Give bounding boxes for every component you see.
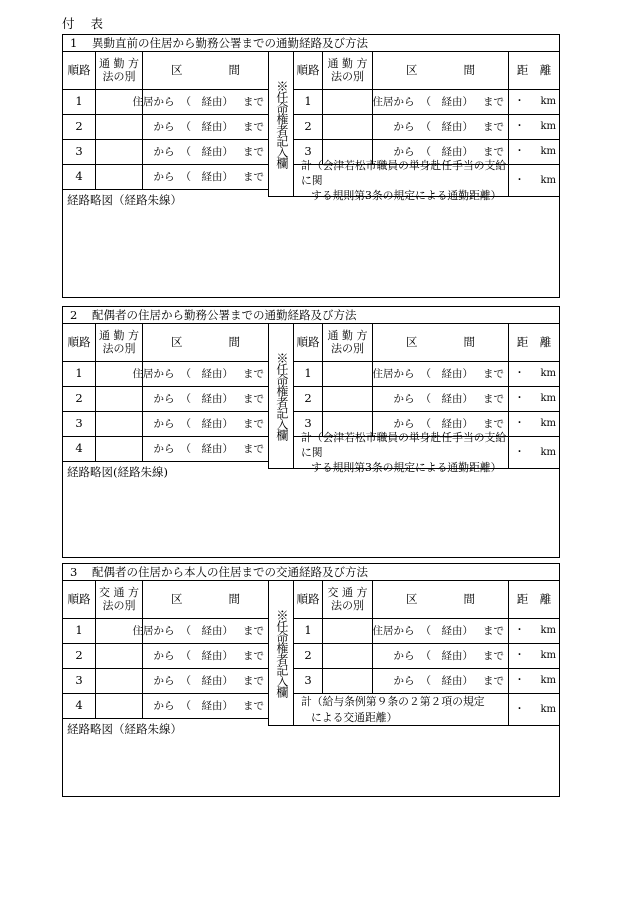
right-row-distance[interactable] xyxy=(508,89,559,114)
total-distance-label xyxy=(293,158,508,203)
route-to: まで xyxy=(483,145,504,158)
route-to: まで xyxy=(243,170,264,183)
route-to: まで xyxy=(483,417,504,430)
route-from: から xyxy=(153,442,175,455)
right-row-route[interactable] xyxy=(372,668,508,693)
header-order-right xyxy=(293,581,322,618)
marker-column-text: ※任命権者記入欄 xyxy=(274,609,289,697)
marker-column xyxy=(268,52,293,197)
right-row-distance[interactable] xyxy=(508,114,559,139)
left-row-order xyxy=(63,89,95,114)
distance-dot: ・ xyxy=(514,650,525,662)
left-row-order xyxy=(63,693,95,718)
left-row-order xyxy=(63,164,95,189)
route-via: （ 経由） xyxy=(180,120,233,133)
route-via: （ 経由） xyxy=(180,145,233,158)
header-distance-label: 距 離 xyxy=(516,334,552,349)
header-section-right-label: 区 間 xyxy=(406,62,475,77)
header-distance xyxy=(508,581,559,618)
right-row-distance[interactable] xyxy=(508,668,559,693)
section-1 xyxy=(62,34,560,298)
right-row-route[interactable] xyxy=(372,361,508,386)
route-from: から xyxy=(393,392,415,405)
route-from: から xyxy=(153,145,175,158)
header-method-line1: 交 通 方 xyxy=(99,585,139,599)
total-text xyxy=(301,430,508,475)
section-heading-text: 配偶者の住居から本人の住居までの交通経路及び方法 xyxy=(92,565,368,579)
route-to: まで xyxy=(243,367,264,380)
route-via: （ 経由） xyxy=(420,624,473,637)
header-order-right-label: 順路 xyxy=(296,591,320,606)
route-from: 住居から xyxy=(372,367,415,380)
total-text xyxy=(301,158,508,203)
total-text-line1: 計（給与条例第９条の２第２項の規定 xyxy=(301,695,485,709)
right-row-route[interactable] xyxy=(372,618,508,643)
right-row-method[interactable] xyxy=(322,618,372,643)
distance-unit: km xyxy=(540,96,556,108)
left-row-number: 4 xyxy=(75,169,83,184)
distance-unit: km xyxy=(540,146,556,158)
right-row-method[interactable] xyxy=(322,386,372,411)
route-from: から xyxy=(393,145,415,158)
route-map-area[interactable] xyxy=(63,209,559,297)
route-from: から xyxy=(393,120,415,133)
distance-unit: km xyxy=(540,418,556,430)
total-distance-label xyxy=(293,430,508,475)
route-from: 住居から xyxy=(372,624,415,637)
section-heading xyxy=(63,564,559,581)
route-via: （ 経由） xyxy=(180,674,233,687)
right-row-number: 1 xyxy=(304,94,312,109)
right-row-order xyxy=(293,618,322,643)
right-row-route[interactable] xyxy=(372,89,508,114)
route-to: まで xyxy=(243,624,264,637)
header-method-label xyxy=(99,587,139,612)
header-order xyxy=(63,324,95,361)
distance-unit: km xyxy=(540,703,556,715)
header-order-label: 順路 xyxy=(67,591,91,606)
left-table-bottom-line xyxy=(63,718,268,719)
header-section-right xyxy=(372,581,508,618)
route-via: （ 経由） xyxy=(420,145,473,158)
distance-unit: km xyxy=(540,446,556,458)
route-from: から xyxy=(153,699,175,712)
right-row-route[interactable] xyxy=(372,114,508,139)
header-order-label: 順路 xyxy=(67,62,91,77)
header-order-right xyxy=(293,52,322,89)
left-row-method[interactable] xyxy=(95,411,142,436)
left-row-route[interactable] xyxy=(142,386,268,411)
left-row-number: 1 xyxy=(75,366,83,381)
right-row-number: 2 xyxy=(304,648,312,663)
route-to: まで xyxy=(243,417,264,430)
header-method xyxy=(95,581,142,618)
left-row-number: 3 xyxy=(75,673,83,688)
route-from: から xyxy=(153,392,175,405)
left-row-method[interactable] xyxy=(95,668,142,693)
route-from: 住居から xyxy=(132,624,175,637)
header-order-right-label: 順路 xyxy=(296,62,320,77)
right-row-number: 2 xyxy=(304,119,312,134)
total-text-line2: する規則第3条の規定による通勤距離） xyxy=(311,461,502,475)
route-from: から xyxy=(393,649,415,662)
left-row-number: 4 xyxy=(75,441,83,456)
route-to: まで xyxy=(483,649,504,662)
distance-dot: ・ xyxy=(514,703,525,715)
left-row-number: 2 xyxy=(75,391,83,406)
left-row-route[interactable] xyxy=(142,164,268,189)
route-from: から xyxy=(153,170,175,183)
section-heading-text: 配偶者の住居から勤務公署までの通勤経路及び方法 xyxy=(92,308,357,322)
left-row-number: 4 xyxy=(75,698,83,713)
route-to: まで xyxy=(243,95,264,108)
left-row-number: 2 xyxy=(75,648,83,663)
distance-dot: ・ xyxy=(514,393,525,405)
header-method-right-line1: 通 勤 方 xyxy=(327,328,368,342)
distance-dot: ・ xyxy=(514,418,525,430)
route-via: （ 経由） xyxy=(180,170,233,183)
right-row-method[interactable] xyxy=(322,89,372,114)
right-row-distance[interactable] xyxy=(508,361,559,386)
route-map-area[interactable] xyxy=(63,481,559,557)
left-row-method[interactable] xyxy=(95,139,142,164)
total-text-line1: 計（会津若松市職員の単身赴任手当の支給に関 xyxy=(301,158,507,187)
route-from: 住居から xyxy=(132,367,175,380)
total-distance-value[interactable] xyxy=(508,164,559,197)
left-row-route[interactable] xyxy=(132,618,268,643)
header-distance xyxy=(508,52,559,89)
header-section-right xyxy=(372,52,508,89)
route-from: から xyxy=(153,649,175,662)
distance-dot: ・ xyxy=(514,146,525,158)
distance-unit: km xyxy=(540,121,556,133)
header-order-right xyxy=(293,324,322,361)
left-row-route[interactable] xyxy=(142,436,268,461)
distance-dot: ・ xyxy=(514,96,525,108)
route-map-area[interactable] xyxy=(63,738,559,796)
total-text-line1: 計（会津若松市職員の単身赴任手当の支給に関 xyxy=(301,430,507,459)
right-row-route[interactable] xyxy=(372,386,508,411)
route-via: （ 経由） xyxy=(180,392,233,405)
marker-column xyxy=(268,324,293,469)
section-number: 1 xyxy=(70,36,78,50)
header-method-line1: 通 勤 方 xyxy=(99,56,139,70)
total-text-line2: による交通距離） xyxy=(311,710,398,724)
distance-unit: km xyxy=(540,393,556,405)
distance-unit: km xyxy=(540,368,556,380)
right-row-order xyxy=(293,361,322,386)
route-from: から xyxy=(393,417,415,430)
right-row-distance[interactable] xyxy=(508,386,559,411)
left-table-bottom-line xyxy=(63,189,268,190)
left-row-number: 3 xyxy=(75,144,83,159)
left-row-route[interactable] xyxy=(132,89,268,114)
left-row-order xyxy=(63,361,95,386)
route-via: （ 経由） xyxy=(420,649,473,662)
header-method-line1: 通 勤 方 xyxy=(99,328,139,342)
route-via: （ 経由） xyxy=(180,442,233,455)
left-row-order xyxy=(63,114,95,139)
left-row-route[interactable] xyxy=(142,411,268,436)
distance-dot: ・ xyxy=(514,625,525,637)
header-method-right xyxy=(322,324,372,361)
section-heading xyxy=(63,35,559,52)
route-from: から xyxy=(393,674,415,687)
right-row-order xyxy=(293,668,322,693)
left-row-method[interactable] xyxy=(95,386,142,411)
left-row-route[interactable] xyxy=(142,643,268,668)
route-map-label: 経路略図（経路朱線） xyxy=(67,722,182,736)
right-row-number: 3 xyxy=(304,673,312,688)
header-method-right xyxy=(322,52,372,89)
header-section-right-label: 区 間 xyxy=(406,591,475,606)
route-to: まで xyxy=(243,442,264,455)
route-map-label: 経路略図(経路朱線) xyxy=(67,465,168,479)
left-row-route[interactable] xyxy=(142,114,268,139)
section-number: 2 xyxy=(70,308,78,322)
route-from: から xyxy=(153,674,175,687)
route-via: （ 経由） xyxy=(420,367,473,380)
header-method-right-label xyxy=(328,58,368,83)
marker-column xyxy=(268,581,293,726)
right-row-number: 1 xyxy=(304,623,312,638)
header-section xyxy=(142,324,268,361)
header-method-right-label xyxy=(328,330,368,355)
left-row-route[interactable] xyxy=(142,668,268,693)
section-heading xyxy=(63,307,559,324)
distance-unit: km xyxy=(540,174,556,186)
right-row-number: 2 xyxy=(304,391,312,406)
left-row-number: 3 xyxy=(75,416,83,431)
route-via: （ 経由） xyxy=(180,367,233,380)
distance-dot: ・ xyxy=(514,446,525,458)
section-number: 3 xyxy=(70,565,78,579)
right-row-route[interactable] xyxy=(372,643,508,668)
header-method-label xyxy=(99,330,139,355)
header-method-right-line1: 通 勤 方 xyxy=(327,56,368,70)
distance-unit: km xyxy=(540,675,556,687)
total-distance-value[interactable] xyxy=(508,436,559,469)
distance-dot: ・ xyxy=(514,368,525,380)
left-row-method[interactable] xyxy=(95,436,142,461)
header-section-label: 区 間 xyxy=(171,334,240,349)
right-row-number: 3 xyxy=(304,144,312,159)
total-distance-label xyxy=(293,693,508,726)
marker-column-text: ※任命権者記入欄 xyxy=(274,352,289,440)
route-to: まで xyxy=(243,120,264,133)
right-row-method[interactable] xyxy=(322,668,372,693)
route-from: 住居から xyxy=(132,95,175,108)
left-row-number: 2 xyxy=(75,119,83,134)
header-method-right-line2: 法の別 xyxy=(331,598,364,612)
section-2 xyxy=(62,306,560,558)
route-to: まで xyxy=(483,367,504,380)
route-via: （ 経由） xyxy=(420,95,473,108)
route-via: （ 経由） xyxy=(420,392,473,405)
header-section-right-label: 区 間 xyxy=(406,334,475,349)
header-method xyxy=(95,324,142,361)
right-row-order xyxy=(293,114,322,139)
header-method-right-line2: 法の別 xyxy=(331,69,364,83)
right-row-order xyxy=(293,643,322,668)
distance-dot: ・ xyxy=(514,675,525,687)
distance-unit: km xyxy=(540,650,556,662)
route-to: まで xyxy=(483,120,504,133)
header-method-right xyxy=(322,581,372,618)
route-via: （ 経由） xyxy=(180,624,233,637)
route-to: まで xyxy=(243,649,264,662)
header-distance-label: 距 離 xyxy=(516,62,552,77)
header-method-right-line1: 交 通 方 xyxy=(327,585,368,599)
header-section-label: 区 間 xyxy=(171,62,240,77)
route-to: まで xyxy=(243,699,264,712)
route-via: （ 経由） xyxy=(180,417,233,430)
header-order-label: 順路 xyxy=(67,334,91,349)
header-section xyxy=(142,52,268,89)
route-via: （ 経由） xyxy=(420,417,473,430)
route-via: （ 経由） xyxy=(180,699,233,712)
left-row-order xyxy=(63,668,95,693)
route-to: まで xyxy=(483,95,504,108)
right-row-method[interactable] xyxy=(322,114,372,139)
marker-column-text: ※任命権者記入欄 xyxy=(274,80,289,168)
left-row-method[interactable] xyxy=(95,693,142,718)
left-row-number: 1 xyxy=(75,94,83,109)
right-row-method[interactable] xyxy=(322,361,372,386)
header-method-right-label xyxy=(328,587,368,612)
route-via: （ 経由） xyxy=(420,120,473,133)
route-to: まで xyxy=(243,392,264,405)
header-method xyxy=(95,52,142,89)
left-row-order xyxy=(63,386,95,411)
route-from: から xyxy=(153,417,175,430)
route-via: （ 経由） xyxy=(180,649,233,662)
left-row-order xyxy=(63,618,95,643)
left-row-number: 1 xyxy=(75,623,83,638)
route-to: まで xyxy=(243,145,264,158)
left-row-method[interactable] xyxy=(95,164,142,189)
left-row-route[interactable] xyxy=(142,693,268,718)
route-from: 住居から xyxy=(372,95,415,108)
header-method-right-line2: 法の別 xyxy=(331,341,364,355)
left-row-order xyxy=(63,139,95,164)
right-row-number: 3 xyxy=(304,416,312,431)
total-text xyxy=(301,694,485,724)
right-row-distance[interactable] xyxy=(508,411,559,436)
left-row-order xyxy=(63,411,95,436)
total-text-line2: する規則第3条の規定による通勤距離） xyxy=(311,189,502,203)
section-heading-text: 異動直前の住居から勤務公署までの通勤経路及び方法 xyxy=(92,36,368,50)
left-row-method[interactable] xyxy=(95,643,142,668)
right-row-distance[interactable] xyxy=(508,643,559,668)
header-method-line2: 法の別 xyxy=(102,341,136,355)
route-via: （ 経由） xyxy=(420,674,473,687)
header-method-label xyxy=(99,58,139,83)
left-table-bottom-line xyxy=(63,461,268,462)
total-distance-value[interactable] xyxy=(508,693,559,726)
left-row-method[interactable] xyxy=(95,114,142,139)
header-order xyxy=(63,581,95,618)
right-row-number: 1 xyxy=(304,366,312,381)
header-distance-label: 距 離 xyxy=(516,591,552,606)
left-row-route[interactable] xyxy=(132,361,268,386)
right-row-distance[interactable] xyxy=(508,139,559,164)
header-section xyxy=(142,581,268,618)
right-row-distance[interactable] xyxy=(508,618,559,643)
right-row-order xyxy=(293,89,322,114)
appendix-title: 付 表 xyxy=(62,16,109,31)
route-to: まで xyxy=(483,674,504,687)
route-map-label: 経路略図（経路朱線） xyxy=(67,193,182,207)
left-row-order xyxy=(63,643,95,668)
distance-dot: ・ xyxy=(514,121,525,133)
header-order-right-label: 順路 xyxy=(296,334,320,349)
left-row-order xyxy=(63,436,95,461)
route-to: まで xyxy=(483,624,504,637)
section-3 xyxy=(62,563,560,797)
distance-unit: km xyxy=(540,625,556,637)
header-method-line2: 法の別 xyxy=(102,598,136,612)
header-distance xyxy=(508,324,559,361)
header-method-line2: 法の別 xyxy=(102,69,136,83)
route-to: まで xyxy=(483,392,504,405)
route-to: まで xyxy=(243,674,264,687)
header-order xyxy=(63,52,95,89)
route-via: （ 経由） xyxy=(180,95,233,108)
header-section-right xyxy=(372,324,508,361)
route-from: から xyxy=(153,120,175,133)
left-row-route[interactable] xyxy=(142,139,268,164)
right-row-order xyxy=(293,386,322,411)
header-section-label: 区 間 xyxy=(171,591,240,606)
distance-dot: ・ xyxy=(514,174,525,186)
right-row-method[interactable] xyxy=(322,643,372,668)
